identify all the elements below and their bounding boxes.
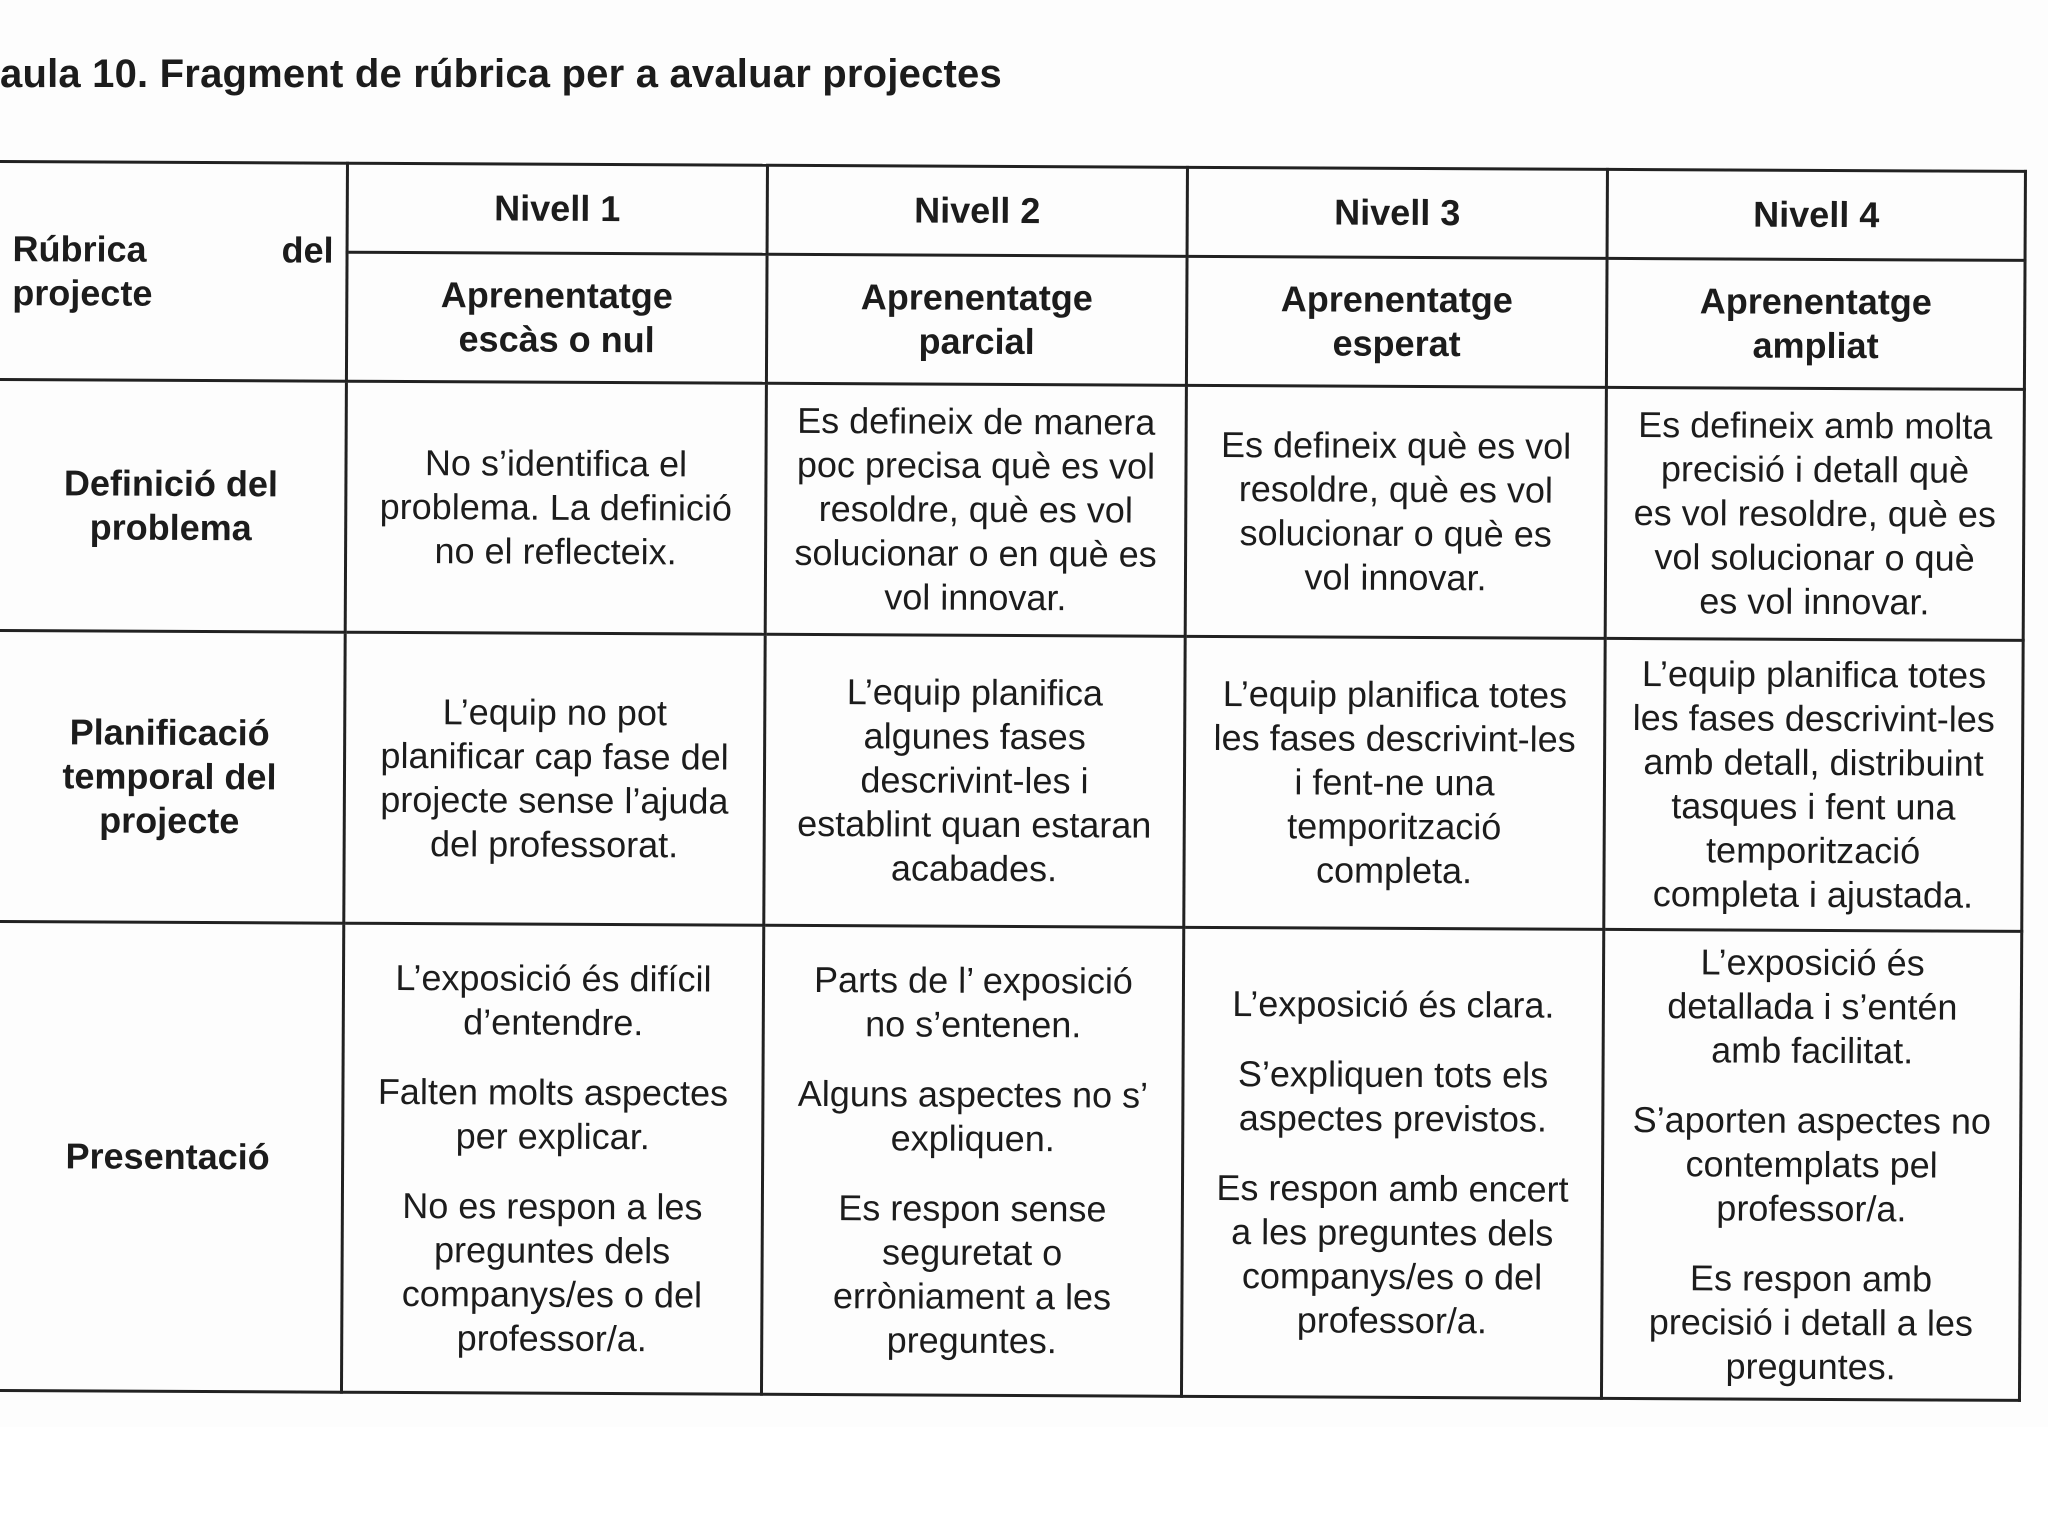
cell-line: professor/a. [456, 1316, 647, 1359]
row-title-line: problema [89, 506, 252, 549]
row-title-presentacio [0, 921, 344, 1392]
cell-line: a les preguntes dels [1231, 1211, 1554, 1254]
level-3-learning [1186, 256, 1607, 387]
cell-paragraph [1619, 403, 2011, 624]
cell-line: vol innovar. [884, 576, 1067, 619]
cell-line: es vol innovar. [1699, 580, 1930, 623]
cell-line: amb detall, distribuint [1643, 741, 1984, 784]
cell-paragraph [1197, 672, 1591, 893]
cell-paragraph [1617, 652, 2009, 917]
row-title-line: Presentació [65, 1135, 270, 1178]
cell-line: descrivint-les i [860, 759, 1089, 802]
cell-line: Es defineix amb molta [1638, 404, 1993, 447]
row-title-line: Definició del [63, 462, 279, 505]
cell-paragraph [1195, 1166, 1589, 1344]
cell-line: L’exposició és difícil [395, 957, 712, 1000]
cell-line: resoldre, què es vol [818, 488, 1133, 531]
level-4-header: Nivell 4 [1607, 169, 2025, 260]
cell-line: temporització [1287, 805, 1502, 848]
table-caption: aula 10. Fragment de rúbrica per a avaluar projectes [0, 52, 1002, 96]
cell-paragraph [775, 1186, 1169, 1364]
row-title-line: projecte [99, 799, 240, 842]
row-definicio-problema [0, 380, 2024, 641]
cell-paragraph [359, 441, 753, 575]
corner-word-projecte: projecte [12, 271, 153, 314]
cell-line: contemplats pel [1685, 1143, 1938, 1186]
cell-line: Parts de l’ exposició [813, 959, 1134, 1002]
cell-planificacio-nivell-1 [344, 632, 765, 925]
cell-paragraph [1196, 1052, 1589, 1142]
learning-line: Aprenentatge [440, 274, 673, 317]
cell-presentacio-nivell-3 [1181, 927, 1603, 1398]
cell-line: No s’identifica el [424, 442, 688, 485]
level-2-header: Nivell 2 [767, 165, 1187, 256]
cell-line: erròniament a les [832, 1274, 1112, 1318]
cell-paragraph [358, 690, 752, 868]
cell-line: establint quan estaran [797, 802, 1152, 846]
cell-paragraph [777, 670, 1171, 891]
cell-line: projecte sense l’ajuda [380, 778, 729, 822]
cell-line: solucionar o què es [1239, 512, 1552, 555]
cell-paragraph [355, 1184, 749, 1362]
corner-line-1 [12, 227, 333, 272]
level-1-header: Nivell 1 [347, 163, 767, 254]
row-title-planificacio [0, 631, 345, 924]
cell-line: d’entendre. [463, 1001, 644, 1044]
cell-line: completa. [1315, 849, 1473, 892]
cell-paragraph [357, 956, 750, 1046]
cell-line: L’exposició és [1700, 941, 1925, 984]
corner-word-del: del [281, 228, 334, 271]
cell-line: solucionar o en què es [794, 531, 1157, 575]
cell-planificacio-nivell-3 [1184, 636, 1605, 929]
cell-line: problema. La definició [379, 485, 733, 529]
cell-line: Es defineix què es vol [1220, 424, 1572, 467]
cell-line: acabades. [890, 847, 1058, 890]
cell-line: L’equip planifica totes [1222, 673, 1568, 716]
cell-presentacio-nivell-2 [761, 925, 1183, 1396]
cell-line: seguretat o [882, 1231, 1063, 1274]
cell-line: S’expliquen tots els [1237, 1053, 1549, 1096]
cell-presentacio-nivell-1 [341, 923, 763, 1394]
cell-line: les fases descrivint-les [1213, 717, 1576, 760]
cell-line: S’aporten aspectes no [1632, 1099, 1992, 1142]
learning-line: Aprenentatge [860, 276, 1093, 319]
cell-paragraph [777, 958, 1170, 1048]
cell-line: poc precisa què es vol [796, 444, 1156, 487]
rubric-table [0, 160, 2027, 1402]
cell-line: aspectes previstos. [1238, 1097, 1548, 1140]
cell-line: Falten molts aspectes [377, 1071, 729, 1114]
cell-line: companys/es o del [401, 1272, 703, 1316]
row-presentacio [0, 921, 2022, 1400]
learning-line: parcial [918, 320, 1035, 363]
cell-line: resoldre, què es vol [1238, 468, 1554, 511]
cell-paragraph [1615, 1256, 2007, 1390]
row-title-line: Planificació [69, 711, 270, 754]
learning-line: ampliat [1752, 324, 1879, 367]
cell-line: i fent-ne una [1294, 761, 1495, 804]
cell-line: detallada i s’entén [1667, 985, 1958, 1028]
cell-line: planificar cap fase del [380, 734, 729, 778]
level-header-row [0, 162, 2025, 261]
level-1-learning [346, 252, 767, 383]
level-2-learning [766, 254, 1187, 385]
cell-paragraph [1199, 423, 1593, 601]
cell-line: L’equip no pot [442, 691, 668, 734]
row-title-line: temporal del [62, 755, 277, 798]
cell-paragraph [779, 399, 1173, 620]
cell-line: per explicar. [455, 1115, 650, 1158]
cell-line: Es respon amb encert [1216, 1167, 1569, 1210]
cell-line: L’equip planifica totes [1641, 653, 1987, 697]
cell-line: precisió i detall a les [1648, 1300, 1974, 1344]
cell-planificacio-nivell-4 [1604, 638, 2023, 931]
cell-line: L’exposició és clara. [1232, 983, 1555, 1026]
cell-line: professor/a. [1296, 1299, 1487, 1342]
cell-paragraph [356, 1070, 749, 1160]
row-title-definicio [0, 380, 346, 633]
cell-line: tasques i fent una [1671, 785, 1956, 828]
cell-line: L’equip planifica [846, 671, 1104, 714]
cell-line: amb facilitat. [1711, 1029, 1914, 1072]
cell-line: expliquen. [890, 1117, 1055, 1160]
cell-definicio-nivell-1 [345, 381, 766, 634]
level-4-learning [1606, 258, 2025, 389]
cell-line: companys/es o del [1241, 1254, 1543, 1298]
cell-line: temporització [1706, 829, 1921, 872]
cell-line: completa i ajustada. [1652, 872, 1974, 916]
cell-presentacio-nivell-4 [1601, 929, 2021, 1400]
cell-line: precisió i detall què [1660, 448, 1970, 491]
cell-definicio-nivell-3 [1185, 385, 1606, 638]
rubric-corner-cell [0, 162, 347, 382]
cell-line: algunes fases [863, 715, 1086, 758]
cell-line: preguntes dels [433, 1229, 671, 1272]
cell-line: preguntes. [886, 1319, 1057, 1361]
cell-line: preguntes. [1725, 1345, 1896, 1387]
learning-line: Aprenentatge [1280, 278, 1513, 321]
cell-line: Alguns aspectes no s’ [797, 1073, 1149, 1116]
cell-line: Es defineix de manera [797, 400, 1156, 443]
cell-line: no s’entenen. [865, 1003, 1082, 1046]
cell-planificacio-nivell-2 [764, 634, 1185, 927]
cell-line: Es respon amb [1689, 1257, 1933, 1300]
cell-line: vol innovar. [1304, 556, 1487, 599]
level-3-header: Nivell 3 [1187, 167, 1607, 258]
learning-line: Aprenentatge [1699, 280, 1932, 323]
cell-line: les fases descrivint-les [1632, 697, 1995, 740]
learning-line: escàs o nul [458, 318, 655, 361]
cell-line: professor/a. [1716, 1187, 1907, 1230]
cell-definicio-nivell-2 [765, 383, 1186, 636]
row-planificacio-temporal [0, 631, 2023, 932]
corner-word-rubrica: Rúbrica [12, 227, 147, 270]
cell-line: del professorat. [429, 823, 679, 866]
cell-line: no el reflecteix. [434, 530, 677, 573]
cell-line: No es respon a les [402, 1184, 703, 1228]
cell-paragraph [1616, 1098, 2008, 1232]
cell-line: Es respon sense [838, 1187, 1107, 1230]
cell-paragraph [776, 1072, 1169, 1162]
cell-line: vol solucionar o què [1654, 536, 1975, 579]
cell-line: es vol resoldre, què es [1633, 492, 1996, 535]
cell-paragraph [1617, 940, 2009, 1074]
cell-definicio-nivell-4 [1605, 387, 2024, 640]
learning-line: esperat [1332, 322, 1461, 365]
cell-paragraph [1197, 982, 1590, 1028]
